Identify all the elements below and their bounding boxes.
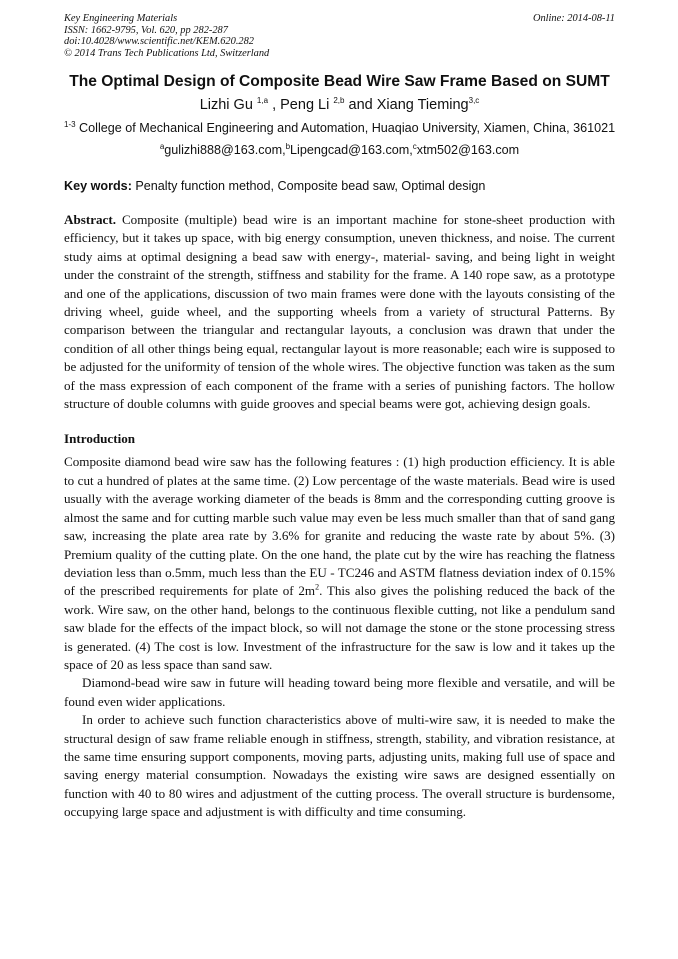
author-2-sup: 2,b [333, 96, 345, 106]
author-1-sup: 1,a [256, 96, 269, 106]
intro-paragraph-2: Diamond-bead wire saw in future will heading toward being more flexible and versatile, and will be found even wider applications. [64, 675, 615, 709]
introduction-heading: Introduction [64, 431, 136, 447]
author-list [64, 96, 615, 114]
author-2: Peng Li [280, 97, 330, 113]
author-3: Xiang Tieming [376, 97, 469, 113]
intro-p1-part-b: . This also gives the polishing reduced the back of the work. Wire saw, on the other hand, belongs to the continuous flexible cutting, not like a pendulum sand saw blade for the effects of the impact block, so will not damage the stone or the stone processing stress is generated. (4) The cost is low. Investment of the infrastructure for the saw is low and it takes up the space of 20 as less space than sand saw. [64, 583, 615, 672]
keywords-label: Key words: [64, 179, 132, 193]
author-emails [64, 142, 615, 158]
affiliation [64, 120, 615, 136]
copyright-line: © 2014 Trans Tech Publications Ltd, Switzerland [64, 47, 270, 59]
paper-page [64, 13, 615, 822]
author-3-sup: 3,c [468, 96, 480, 106]
email-b[interactable]: Lipengcad@163.com, [290, 143, 413, 157]
email-c[interactable]: xtm502@163.com [416, 143, 520, 157]
email-a-sup: a [159, 141, 165, 151]
email-c-sup: c [412, 141, 417, 151]
abstract-label: Abstract. [64, 212, 116, 227]
journal-name: Key Engineering Materials [64, 13, 178, 24]
email-a[interactable]: gulizhi888@163.com, [164, 143, 286, 157]
author-sep-1: , [268, 97, 281, 113]
intro-p1-part-a: Composite diamond bead wire saw has the following features : (1) high production efficiency. It is able to cut a hundred of plates at the same time. (2) Low percentage of the waste materials. Bead wire is used usually with the average working diameter of the beads is 8mm and the corresponding cutting groove is almost the same and for cutting marble such value may even be less much smaller than that of sand gang saw, increasing the plate area rate by 3.6% for granite and reducing the waste rate by about 5%. (3) Premium quality of the cutting plate. On the one hand, the plate cut by the wire has reaching the flatness deviation less than o.5mm, much less than the EU - TC246 and ASTM flatness deviation index of 0.15% of the prescribed requirements for plate of 2m [64, 454, 615, 599]
issn-line: ISSN: 1662-9795, Vol. 620, pp 282-287 [64, 24, 228, 36]
email-b-sup: b [285, 141, 291, 151]
paper-title: The Optimal Design of Composite Bead Wire Saw Frame Based on SUMT [69, 73, 610, 90]
doi-line: doi:10.4028/www.scientific.net/KEM.620.282 [64, 36, 254, 47]
intro-paragraph-3: In order to achieve such function characteristics above of multi-wire saw, it is needed to make the structural design of saw frame reliable enough in stiffness, strength, stability, and vibration resistance, at the same time ensuring support components, moving parts, adjusting units, making full use of space and saving energy material consumption. Nowadays the existing wire saws are designed essentially on function with 40 to 80 wires and adjustment of the cutting process. The overall structure is burdensome, occupying large space and adjustment is with difficulty and time consuming. [64, 712, 615, 820]
intro-p1-sup: 2 [315, 582, 320, 592]
journal-header [64, 13, 615, 59]
abstract-text: Composite (multiple) bead wire is an important machine for stone-sheet production with efficiency, but it takes up space, with big energy consumption, uneven thickness, and noise. The current study aims at optimal designing a bead saw with energy-, material- saving, and being light in weight under the constraint of the strength, stiffness and stability for the frame. A 140 rope saw, as a prototype and one of the applications, discussion of two main frames were done with the layouts consisting of the driving wheel, guide wheel, and the supporting wheels from a variety of structural Patterns. By comparison between the triangular and rectangular layouts, a conclusion was drawn that under the condition of all other things being equal, rectangular layout is more reasonable; each wire is supposed to be adjusted for the uniformity of tension of the whole wires. The objective function was taken as the sum of the mass expression of each component of the frame with a series of punishing factors. The hollow structure of double columns with guide grooves and special beams were got, achieving design goals. [64, 212, 615, 412]
keywords-text: Penalty function method, Composite bead saw, Optimal design [131, 179, 486, 193]
affiliation-sup: 1-3 [64, 119, 76, 129]
keywords [64, 178, 615, 194]
author-1: Lizhi Gu [199, 97, 253, 113]
abstract [64, 211, 615, 413]
intro-paragraph-1 [64, 453, 615, 674]
affiliation-text: College of Mechanical Engineering and Automation, Huaqiao University, Xiamen, China, 361021 [75, 121, 616, 135]
author-sep-2: and [344, 97, 377, 113]
online-date: Online: 2014-08-11 [532, 13, 615, 24]
